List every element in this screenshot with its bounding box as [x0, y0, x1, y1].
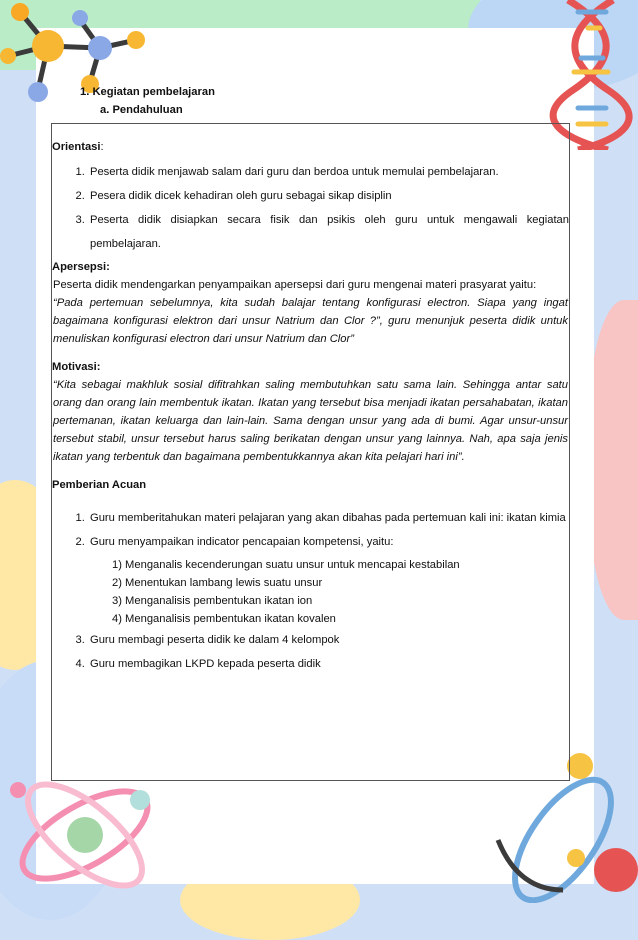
list-item: 3. Guru membagi peserta didik ke dalam 4 kelompok	[88, 628, 569, 652]
indicator-list	[90, 556, 569, 628]
list-item: 3. Peserta didik disiapkan secara fisik dan psikis oleh guru untuk mengawali kegiatan pembelajaran.	[88, 208, 569, 256]
list-item: 1. Guru memberitahukan materi pelajaran yang akan dibahas pada pertemuan kali ini: ikatan kimia	[88, 506, 569, 530]
indicator-item: 4) Menganalisis pembentukan ikatan kovalen	[112, 613, 336, 625]
apersepsi-quote: “Pada pertemuan sebelumnya, kita sudah balajar tentang konfigurasi electron. Siapa yang ingat bagaimana konfigurasi elektron dari unsur Natrium dan Clor ?”, guru menunjuk peserta didik untuk menuliskan konfigurasi electron dari unsur Natrium dan Clor”	[53, 297, 568, 345]
orientasi-title: Orientasi	[52, 141, 101, 153]
orientasi-colon: :	[100, 141, 104, 153]
section-heading: 1. Kegiatan pembelajaran	[80, 86, 215, 98]
apersepsi-title: Apersepsi:	[52, 261, 110, 273]
indicator-item: 3) Menganalisis pembentukan ikatan ion	[112, 595, 313, 607]
list-item: 1. Peserta didik menjawab salam dari guru dan berdoa untuk memulai pembelajaran.	[88, 160, 569, 184]
indicator-item: 1) Menganalis kecenderungan suatu unsur untuk mencapai kestabilan	[112, 559, 460, 571]
motivasi-title: Motivasi:	[52, 361, 101, 373]
subsection-heading: a. Pendahuluan	[100, 104, 183, 116]
list-item: 2. Pesera didik dicek kehadiran oleh guru sebagai sikap disiplin	[88, 184, 569, 208]
background-shape-pink	[588, 300, 638, 620]
motivasi-quote: “Kita sebagai makhluk sosial difitrahkan saling membutuhkan satu sama lain. Sehingga antar satu orang dan orang lain membentuk ikatan. Ikatan yang tersebut bisa menjadi ikatan persahabatan, ikatan pertemanan, ikatan keluarga dan lain-lain. Sama dengan unsur yang ada di bumi. Agar unsur-unsur tersebut stabil, unsur tersebut harus saling berikatan dengan unsur yang lainnya. Nah, apa saja jenis ikatan yang terbentuk dan bagaimana pembentukkannya akan kita pelajari hari ini”.	[53, 379, 568, 463]
apersepsi-intro: Peserta didik mendengarkan penyampaikan apersepsi dari guru mengenai materi prasyarat yaitu:	[53, 279, 537, 291]
activity-box	[51, 123, 570, 781]
list-item-text: Guru menyampaikan indicator pencapaian kompetensi, yaitu:	[90, 536, 394, 548]
list-item	[88, 530, 569, 628]
orientasi-title-line	[52, 138, 569, 156]
acuan-title: Pemberian Acuan	[52, 479, 147, 491]
orientasi-list	[52, 160, 569, 256]
indicator-item: 2) Menentukan lambang lewis suatu unsur	[112, 577, 323, 589]
list-item: 4. Guru membagikan LKPD kepada peserta didik	[88, 652, 569, 676]
acuan-list	[52, 506, 569, 676]
